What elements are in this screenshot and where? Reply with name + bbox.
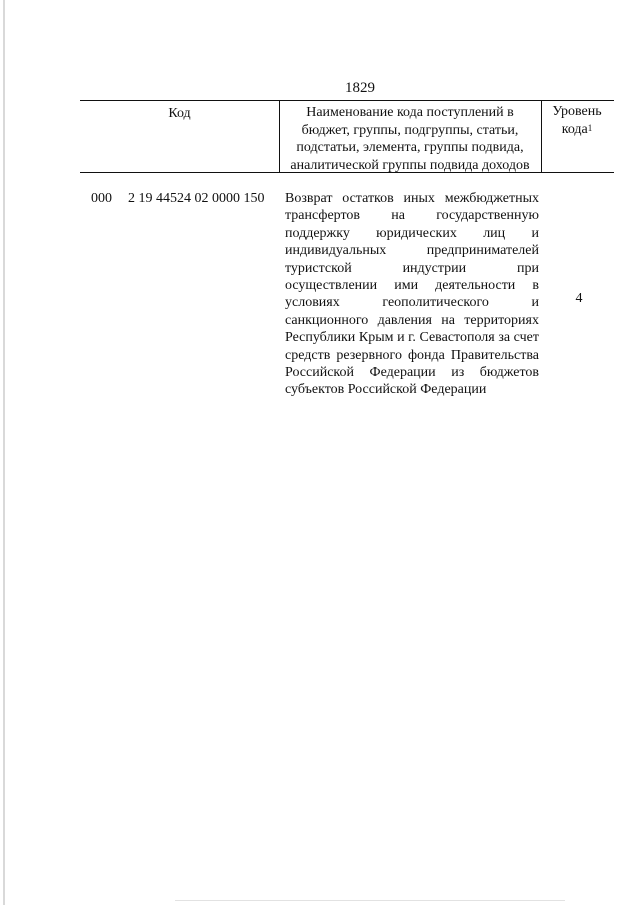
page-number: 1829 [345,80,375,96]
row-income-code: 2 19 44524 02 0000 150 [128,191,265,206]
scan-left-border [3,0,5,905]
header-level-label: Уровень кода [552,104,602,137]
header-level-cell [543,103,611,138]
header-divider-1 [279,100,280,172]
row-admin-code: 000 [91,191,112,206]
header-name-label: Наименование кода поступлений в бюджет, группы, подгруппы, статьи, подстатьи, элемента, группы подвида, аналитической группы подвида доходов [290,105,530,173]
header-divider-2 [541,100,542,172]
header-top-rule [80,100,614,101]
row-description: Возврат остатков иных межбюджетных трансфертов на государственную поддержку юридических лиц и индивидуальных предпринимателей туристской индустрии при осуществлении ими деятельности в условиях геополитического и санкционного давления на территориях Республики Крым и г. Севастополя за счет средств резервного фонда Правительства Российской Федерации из бюджетов субъектов Российской Федерации [285,191,539,398]
scan-bottom-border [175,900,565,901]
header-level-footnote: 1 [587,122,593,133]
header-code-label: Код [168,106,191,121]
row-level: 4 [575,291,583,306]
